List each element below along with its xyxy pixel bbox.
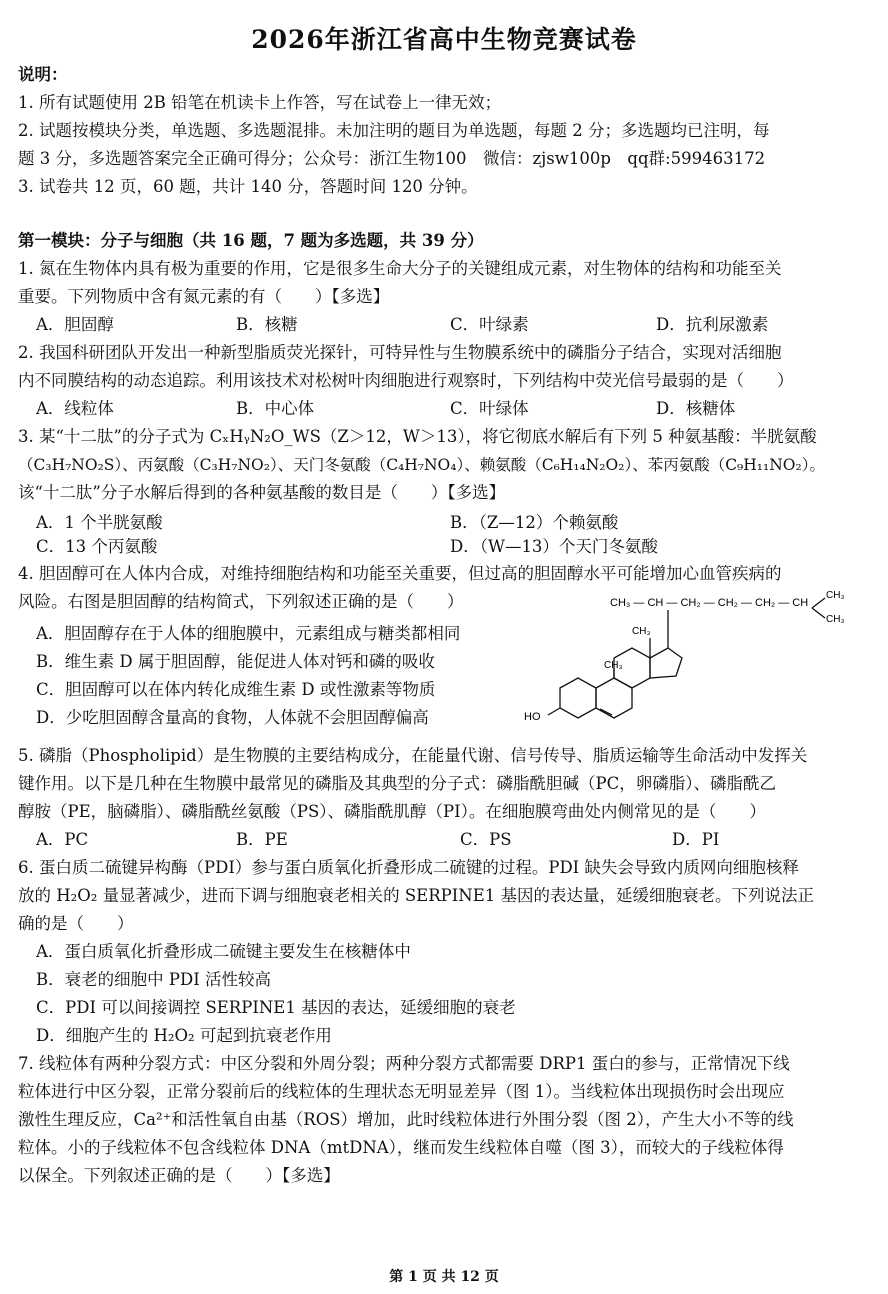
instruction-line: 2. 试题按模块分类，单选题、多选题混排。未加注明的题目为单选题，每题 2 分；多选题均已注明，每 (18, 121, 770, 140)
question-1-option-c: C．叶绿素 (450, 315, 529, 334)
question-7-text: 粒体。小的子线粒体不包含线粒体 DNA（mtDNA），继而发生线粒体自噬（图 3），而较大的子线粒体得 (18, 1138, 784, 1157)
question-2-option-c: C．叶绿体 (450, 399, 529, 418)
question-7-text: 以保全。下列叙述正确的是（ ）【多选】 (18, 1166, 340, 1185)
cholesterol-structure-figure (520, 588, 870, 728)
question-5-text: 键作用。以下是几种在生物膜中最常见的磷脂及其典型的分子式：磷脂酰胆碱（PC，卵磷脂）、磷脂酰乙 (18, 774, 776, 793)
question-2-option-b: B．中心体 (236, 399, 315, 418)
question-1-text: 1. 氮在生物体内具有极为重要的作用，它是很多生命大分子的关键组成元素，对生物体的结构和功能至关 (18, 259, 782, 278)
question-6-option-d: D．细胞产生的 H₂O₂ 可起到抗衰老作用 (36, 1026, 332, 1045)
question-4-option-b: B．维生素 D 属于胆固醇，能促进人体对钙和磷的吸收 (36, 652, 435, 671)
question-6-option-c: C．PDI 可以间接调控 SERPINE1 基因的表达，延缓细胞的衰老 (36, 998, 516, 1017)
cholesterol-ch3-bottom: CH₃ (826, 614, 845, 625)
question-3-text: 该“十二肽”分子水解后得到的各种氨基酸的数目是（ ）【多选】 (18, 483, 506, 502)
question-4-option-c: C．胆固醇可以在体内转化成维生素 D 或性激素等物质 (36, 680, 436, 699)
question-2-option-d: D．核糖体 (656, 399, 736, 418)
cholesterol-side-chain: CH₃ — CH — CH₂ — CH₂ — CH₂ — CH (610, 597, 809, 609)
question-4-option-a: A．胆固醇存在于人体的细胞膜中，元素组成与糖类都相同 (36, 624, 461, 643)
instruction-line: 题 3 分，多选题答案完全正确可得分；公众号：浙江生物100 微信：zjsw100p qq群:599463172 (18, 149, 766, 168)
question-1-option-a: A．胆固醇 (36, 315, 114, 334)
cholesterol-ch3-ring-d: CH₃ (632, 626, 651, 637)
question-2-text: 内不同膜结构的动态追踪。利用该技术对松树叶肉细胞进行观察时，下列结构中荧光信号最弱的是（ ） (18, 371, 794, 390)
instruction-line: 3. 试卷共 12 页，60 题，共计 140 分，答题时间 120 分钟。 (18, 177, 478, 196)
question-6-text: 6. 蛋白质二硫键异构酶（PDI）参与蛋白质氧化折叠形成二硫键的过程。PDI 缺失会导致内质网向细胞核释 (18, 858, 799, 877)
question-4-text: 4. 胆固醇可在人体内合成，对维持细胞结构和功能至关重要，但过高的胆固醇水平可能增加心血管疾病的 (18, 564, 782, 583)
question-3-text: （C₃H₇NO₂S）、丙氨酸（C₃H₇NO₂）、天门冬氨酸（C₄H₇NO₄）、赖氨酸（C₆H₁₄N₂O₂）、苯丙氨酸（C₉H₁₁NO₂）。 (18, 456, 825, 474)
question-7-text: 激性生理反应，Ca²⁺和活性氧自由基（ROS）增加，此时线粒体进行外围分裂（图 2），产生大小不等的线 (18, 1110, 794, 1129)
question-2-option-a: A．线粒体 (36, 399, 114, 418)
question-5-option-c: C．PS (460, 830, 512, 849)
question-5-option-b: B．PE (236, 830, 288, 849)
question-6-text: 确的是（ ） (18, 914, 134, 933)
question-3-option-c: C．13 个丙氨酸 (36, 537, 158, 556)
question-6-option-b: B．衰老的细胞中 PDI 活性较高 (36, 970, 271, 989)
question-4-text: 风险。右图是胆固醇的结构简式，下列叙述正确的是（ ） (18, 592, 464, 611)
question-7-text: 粒体进行中区分裂，正常分裂前后的线粒体的生理状态无明显差异（图 1）。当线粒体出现损伤时会出现应 (18, 1082, 785, 1101)
question-1-text: 重要。下列物质中含有氮元素的有（ ）【多选】 (18, 287, 390, 306)
question-2-text: 2. 我国科研团队开发出一种新型脂质荧光探针，可特异性与生物膜系统中的磷脂分子结合，实现对活细胞 (18, 343, 782, 362)
question-5-option-d: D．PI (672, 830, 720, 849)
question-5-option-a: A．PC (36, 830, 89, 849)
section-title: 第一模块：分子与细胞（共 16 题，7 题为多选题，共 39 分） (18, 231, 484, 250)
question-5-text: 醇胺（PE，脑磷脂）、磷脂酰丝氨酸（PS）、磷脂酰肌醇（PI）。在细胞膜弯曲处内侧常见的是（ ） (18, 802, 766, 821)
page-title: 2026年浙江省高中生物竞赛试卷 (251, 25, 637, 54)
instruction-line: 1. 所有试题使用 2B 铅笔在机读卡上作答，写在试卷上一律无效； (18, 93, 502, 112)
cholesterol-ho-label: HO (524, 711, 541, 723)
question-1-option-d: D．抗利尿激素 (656, 315, 769, 334)
question-6-option-a: A．蛋白质氧化折叠形成二硫键主要发生在核糖体中 (36, 942, 411, 961)
question-3-option-d: D．（W—13）个天门冬氨酸 (450, 537, 658, 556)
question-7-text: 7. 线粒体有两种分裂方式：中区分裂和外周分裂；两种分裂方式都需要 DRP1 蛋白的参与，正常情况下线 (18, 1054, 790, 1073)
question-3-text: 3. 某“十二肽”的分子式为 CₓHᵧN₂O_WS（Z＞12，W＞13），将它彻底水解后有下列 5 种氨基酸：半胱氨酸 (18, 427, 817, 446)
question-6-text: 放的 H₂O₂ 量显著减少，进而下调与细胞衰老相关的 SERPINE1 基因的表达量，延缓细胞衰老。下列说法正 (18, 886, 814, 905)
question-5-text: 5. 磷脂（Phospholipid）是生物膜的主要结构成分，在能量代谢、信号传导、脂质运输等生命活动中发挥关 (18, 746, 808, 765)
cholesterol-ch3-top: CH₃ (826, 590, 845, 601)
question-3-option-b: B．（Z—12）个赖氨酸 (450, 513, 619, 532)
page-footer: 第 1 页 共 12 页 (389, 1269, 499, 1285)
question-3-option-a: A．1 个半胱氨酸 (36, 513, 163, 532)
question-4-option-d: D．少吃胆固醇含量高的食物，人体就不会胆固醇偏高 (36, 708, 429, 727)
instructions-heading: 说明： (18, 65, 68, 84)
cholesterol-ch3-ring-a: CH₃ (604, 660, 623, 671)
question-1-option-b: B．核糖 (236, 315, 298, 334)
